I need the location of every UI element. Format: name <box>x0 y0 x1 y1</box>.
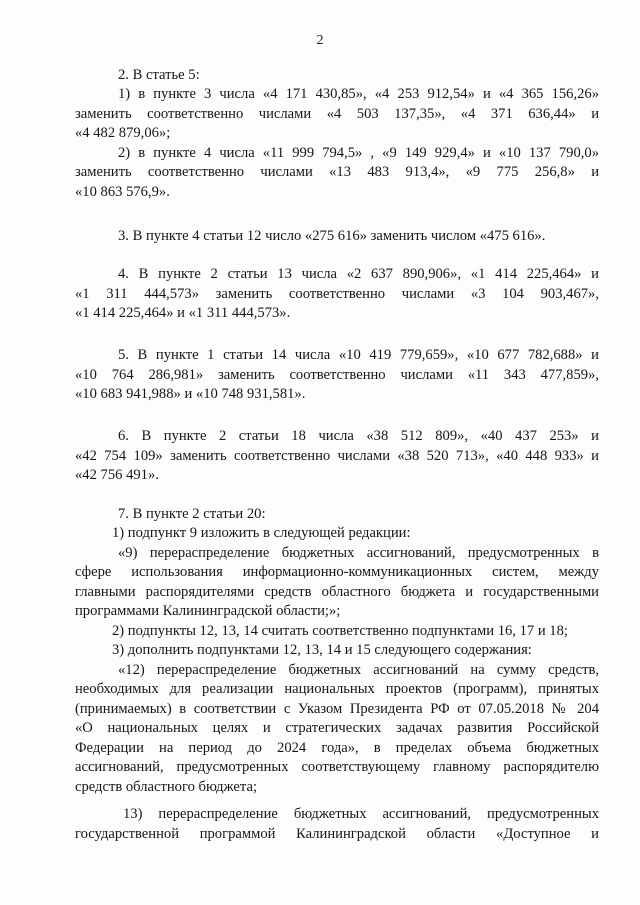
paragraph-line: сфере использования информационно-коммуникационных систем, между <box>75 564 599 580</box>
subitem-1: 1) подпункт 9 изложить в следующей редакции: <box>112 525 411 541</box>
paragraph-line: «О национальных целях и стратегических задачах развития Российской <box>75 720 599 736</box>
paragraph-line: главными распорядителями средств областного бюджета и государственными <box>75 584 599 600</box>
paragraph-line: ассигнований, предусмотренных соответствующему главному распорядителю <box>75 759 599 775</box>
page-number: 2 <box>316 33 324 48</box>
paragraph-line: «42 756 491». <box>75 467 159 483</box>
section-5-paragraph: 5. В пункте 1 статьи 14 числа «10 419 779,659», «10 677 782,688» и <box>118 347 599 363</box>
paragraph-line: 2) в пункте 4 числа «11 999 794,5» , «9 149 929,4» и «10 137 790,0» <box>118 145 599 161</box>
paragraph-line: программами Калининградской области;»; <box>75 603 341 619</box>
paragraph-line: Федерации на период до 2024 года», в пределах объема бюджетных <box>75 740 599 756</box>
item-13: 13) перераспределение бюджетных ассигнований, предусмотренных <box>123 806 599 822</box>
section-2-heading: 2. В статье 5: <box>118 67 200 83</box>
paragraph-line: «1 311 444,573» заменить соответственно числами «3 104 903,467», <box>75 286 599 302</box>
paragraph-line: средств областного бюджета; <box>75 779 257 795</box>
paragraph-line: «10 764 286,981» заменить соответственно числами «11 343 477,859», <box>75 367 599 383</box>
paragraph-line: заменить соответственно числами «13 483 913,4», «9 775 256,8» и <box>75 164 599 180</box>
section-6-paragraph: 6. В пункте 2 статьи 18 числа «38 512 809», «40 437 253» и <box>118 428 599 444</box>
section-7-heading: 7. В пункте 2 статьи 20: <box>118 506 266 522</box>
paragraph-line: «1 414 225,464» и «1 311 444,573». <box>75 305 291 321</box>
section-3-paragraph: 3. В пункте 4 статьи 12 число «275 616» заменить числом «475 616». <box>118 228 546 244</box>
paragraph-line: «10 683 941,988» и «10 748 931,581». <box>75 386 306 402</box>
section-4-paragraph: 4. В пункте 2 статьи 13 числа «2 637 890,906», «1 414 225,464» и <box>118 266 599 282</box>
subitem-3: 3) дополнить подпунктами 12, 13, 14 и 15 следующего содержания: <box>112 642 532 658</box>
paragraph-line: 1) в пункте 3 числа «4 171 430,85», «4 253 912,54» и «4 365 156,26» <box>118 86 599 102</box>
paragraph-line: «4 482 879,06»; <box>75 125 171 141</box>
paragraph-line: государственной программой Калининградской области «Доступное и <box>75 826 599 842</box>
quoted-item-9: «9) перераспределение бюджетных ассигнований, предусмотренных в <box>118 545 599 561</box>
paragraph-line: «42 754 109» заменить соответственно числами «38 520 713», «40 448 933» и <box>75 448 599 464</box>
paragraph-line: необходимых для реализации национальных проектов (программ), принятых <box>75 681 599 697</box>
quoted-item-12: «12) перераспределение бюджетных ассигнований на сумму средств, <box>118 662 599 678</box>
subitem-2: 2) подпункты 12, 13, 14 считать соответственно подпунктами 16, 17 и 18; <box>112 623 568 639</box>
paragraph-line: (принимаемых) в соответствии с Указом Президента РФ от 07.05.2018 № 204 <box>75 701 599 717</box>
paragraph-line: заменить соответственно числами «4 503 137,35», «4 371 636,44» и <box>75 106 599 122</box>
paragraph-line: «10 863 576,9». <box>75 184 170 200</box>
